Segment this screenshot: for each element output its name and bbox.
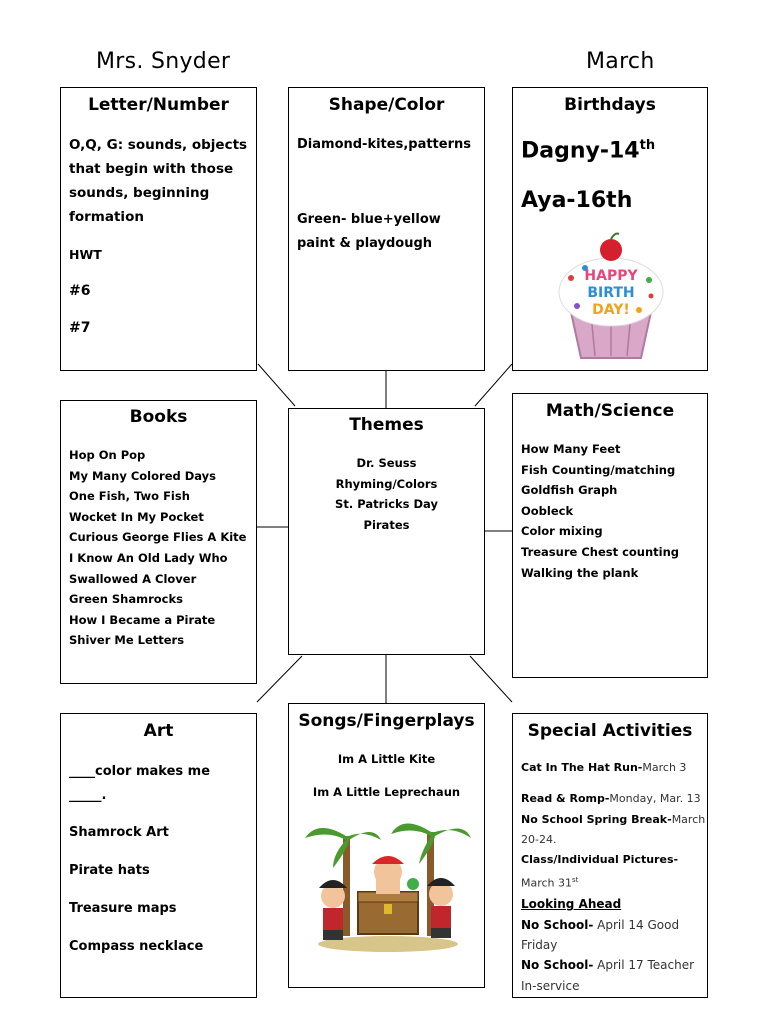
book-item: One Fish, Two Fish	[69, 489, 190, 504]
special-item-3	[521, 810, 707, 830]
special-item-2	[521, 789, 707, 809]
theme-item: St. Patricks Day	[335, 497, 438, 512]
special-item-5	[521, 915, 707, 935]
art-title: Art	[143, 721, 174, 741]
book-item: Swallowed A Clover	[69, 571, 197, 586]
special-item-6-date: April 17 Teacher	[593, 958, 695, 973]
birthday-cupcake-icon	[551, 230, 671, 365]
shape-color-line2: Green- blue+yellow paint & playdough	[297, 212, 441, 251]
special-item-5-date: April 14 Good	[593, 917, 680, 932]
birthdays-box	[512, 87, 708, 371]
themes-list	[289, 453, 484, 535]
math-item: How Many Feet	[521, 442, 621, 456]
special-item-2-date: Monday, Mar. 13	[609, 792, 701, 806]
birthday-1	[521, 138, 655, 163]
themes-title: Themes	[349, 415, 424, 435]
math-item: Fish Counting/matching	[521, 462, 676, 477]
art-item: Treasure maps	[69, 901, 177, 916]
special-item-4	[521, 870, 707, 894]
songs-box	[288, 703, 485, 988]
art-item: Pirate hats	[69, 863, 150, 878]
book-item: I Know An Old Lady Who	[69, 550, 228, 565]
math-science-list	[521, 439, 679, 583]
special-item-6	[521, 955, 707, 975]
cake-text-1: HAPPY	[584, 268, 638, 284]
songs-list	[289, 748, 484, 803]
book-item: Shiver Me Letters	[69, 633, 185, 648]
math-item: Oobleck	[521, 503, 574, 518]
special-item-4-date: March 31	[521, 877, 573, 891]
shape-color-box	[288, 87, 485, 371]
art-item: Shamrock Art	[69, 825, 169, 840]
month-label: March	[586, 49, 655, 74]
book-item: My Many Colored Days	[69, 468, 217, 483]
book-item: Curious George Flies A Kite	[69, 530, 247, 545]
art-item: Compass necklace	[69, 939, 204, 954]
letter-number-7: #7	[69, 320, 91, 336]
books-title: Books	[129, 407, 188, 427]
birthday-1-name: Dagny-14	[521, 138, 640, 164]
math-item: Goldfish Graph	[521, 483, 618, 498]
letter-number-hwt: HWT	[69, 247, 102, 262]
special-title: Special Activities	[527, 721, 693, 741]
songs-title: Songs/Fingerplays	[298, 711, 475, 731]
themes-box	[288, 408, 485, 655]
theme-item: Dr. Seuss	[356, 456, 417, 470]
math-science-box	[512, 393, 708, 678]
cake-text-3: DAY!	[592, 302, 630, 318]
birthday-2: Aya-16th	[521, 188, 633, 213]
book-item: Hop On Pop	[69, 448, 146, 462]
special-list	[521, 758, 707, 996]
letter-number-box	[60, 87, 257, 371]
art-box	[60, 713, 257, 998]
books-box	[60, 400, 257, 684]
theme-item: Pirates	[363, 517, 410, 532]
math-item: Walking the plank	[521, 565, 639, 580]
cake-text-2: BIRTH	[587, 285, 635, 301]
song-item: Im A Little Leprechaun	[312, 785, 461, 799]
book-item: How I Became a Pirate	[69, 612, 216, 627]
special-item-1	[521, 758, 707, 778]
theme-item: Rhyming/Colors	[335, 476, 438, 491]
book-item: Green Shamrocks	[69, 592, 183, 607]
special-item-4-label: Class/Individual Pictures-	[521, 853, 679, 867]
special-item-3-cont: 20-24.	[521, 832, 557, 846]
special-item-4-sup: st	[572, 876, 579, 885]
teacher-name: Mrs. Snyder	[96, 49, 231, 74]
special-item-6-cont: In-service	[521, 978, 580, 993]
math-science-title: Math/Science	[545, 401, 675, 421]
math-item: Color mixing	[521, 524, 603, 539]
birthdays-title: Birthdays	[564, 95, 656, 115]
math-item: Treasure Chest counting	[521, 544, 680, 559]
special-item-5-label: No School-	[521, 917, 594, 932]
special-item-5-cont: Friday	[521, 938, 558, 953]
pirates-illustration-icon	[303, 814, 473, 954]
song-item: Im A Little Kite	[337, 752, 436, 766]
special-item-3-date: March	[671, 812, 706, 826]
art-item: ____color makes me _____.	[69, 764, 211, 803]
special-item-1-date: March 3	[642, 761, 687, 774]
birthday-1-sup: th	[639, 138, 656, 153]
books-list	[69, 445, 246, 651]
shape-color-title: Shape/Color	[328, 95, 445, 115]
book-item: Wocket In My Pocket	[69, 509, 204, 524]
special-item-2-label: Read & Romp-	[521, 792, 610, 806]
special-activities-box	[512, 713, 708, 998]
special-item-6-label: No School-	[521, 958, 594, 973]
letter-number-title: Letter/Number	[88, 95, 229, 115]
special-item-3-label: No School Spring Break-	[521, 812, 672, 826]
special-item-1-label: Cat In The Hat Run-	[521, 761, 643, 774]
letter-number-desc: O,Q, G: sounds, objects that begin with those sounds, beginning formation	[69, 137, 248, 225]
letter-number-6: #6	[69, 283, 91, 299]
looking-ahead-heading: Looking Ahead	[521, 897, 622, 912]
shape-color-line1: Diamond-kites,patterns	[297, 137, 471, 152]
